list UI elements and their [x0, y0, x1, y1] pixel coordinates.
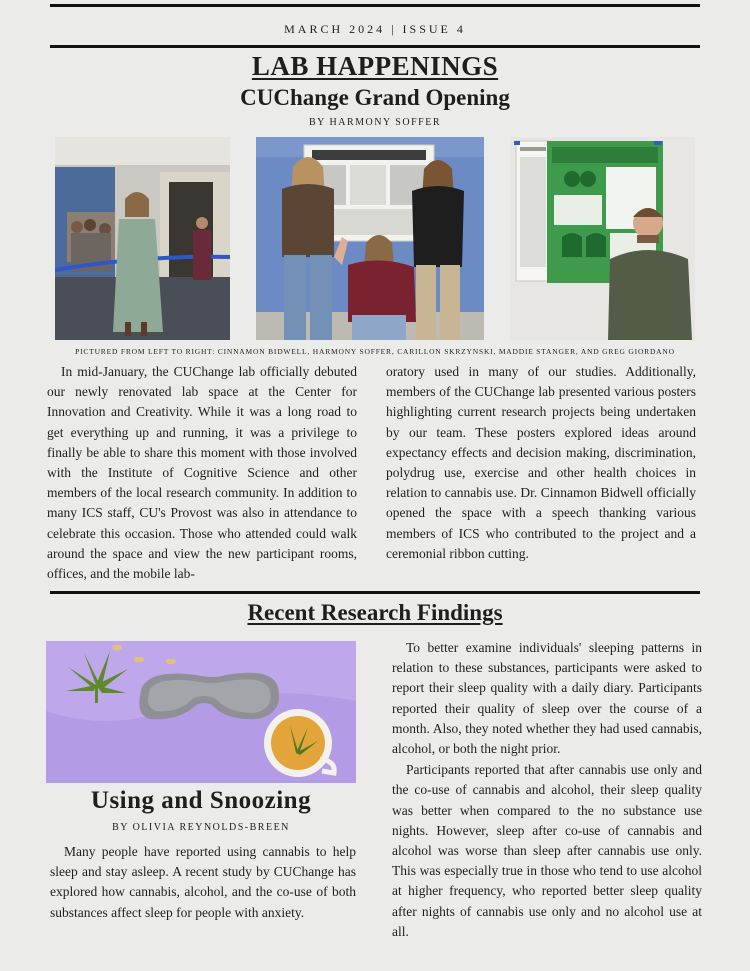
- story-paragraph: Participants reported that after cannabis use only and the co-use of cannabis and alcohol, their sleep quality was better when compared to the no substance use nights. However, sleep after co-use of cannabis and alcohol was worse than sleep after cannabis use only. This was especially true in those who tend to use alcohol at higher frequency, who reported better sleep quality after nights of cannabis use only and no alcohol use at all.: [392, 762, 702, 939]
- team-poster-photo: [256, 137, 484, 340]
- article-column-left: [47, 362, 357, 584]
- story-paragraph: To better examine individuals' sleeping patterns in relation to these substances, participants were asked to report their sleep quality with a daily diary. Participants reported their quality of sleep over the course of a month. Also, they noted whether they had used cannabis, alcohol, or both the night prior.: [392, 640, 702, 757]
- header-rule: [50, 45, 700, 48]
- byline: BY HARMONY SOFFER: [308, 117, 441, 128]
- article-column-right: [386, 362, 696, 564]
- photo-caption: PICTURED FROM LEFT TO RIGHT: CINNAMON BIDWELL, HARMONY SOFFER, CARILLON SKRZYNSKI, MADDIE STANGER, AND GREG GIORDANO: [75, 347, 675, 356]
- article-paragraph: In mid-January, the CUChange lab officially debuted our newly renovated lab space at the Center for Innovation and Creativity. While it was a long road to get everything up and running, it was a privilege to finally be able to share this moment with those involved with the Institute of Cognitive Science and other members of the local research community. In addition to many ICS staff, CU's Provost was also in attendance to celebrate this occasion. Those who attended could walk around the space and view the new participant rooms, offices, and the mobile lab-: [47, 364, 357, 582]
- ribbon-cutting-photo: [55, 137, 230, 340]
- top-rule: [50, 4, 700, 7]
- greg-poster-photo: [510, 137, 695, 340]
- story-column-right: [392, 638, 702, 942]
- story-intro: [50, 842, 356, 923]
- sleep-mask-image: [46, 641, 356, 783]
- story-paragraph: Many people have reported using cannabis to help sleep and stay asleep. A recent study by CUChange has explored how cannabis, alcohol, and the co-use of both substances affect sleep for people with anxiety.: [50, 844, 356, 920]
- section-title-research: Recent Research Findings: [247, 600, 503, 625]
- section-rule: [50, 591, 700, 594]
- section-title-lab-happenings: LAB HAPPENINGS: [251, 51, 499, 81]
- story-byline: BY OLIVIA REYNOLDS-BREEN: [112, 822, 290, 833]
- issue-line: MARCH 2024 | ISSUE 4: [284, 22, 466, 36]
- story-title: Using and Snoozing: [90, 787, 312, 814]
- article-title: CUChange Grand Opening: [240, 85, 510, 110]
- article-paragraph: oratory used in many of our studies. Additionally, members of the CUChange lab presented various posters highlighting current research projects being undertaken by our team. These posters explored ideas around expectancy effects and decision making, discrimination, polydrug use, exercise and other health choices in relation to cannabis use. Dr. Cinnamon Bidwell officially opened the space with a speech thanking various members of ICS who contributed to the project and a ceremonial ribbon cutting.: [386, 364, 696, 561]
